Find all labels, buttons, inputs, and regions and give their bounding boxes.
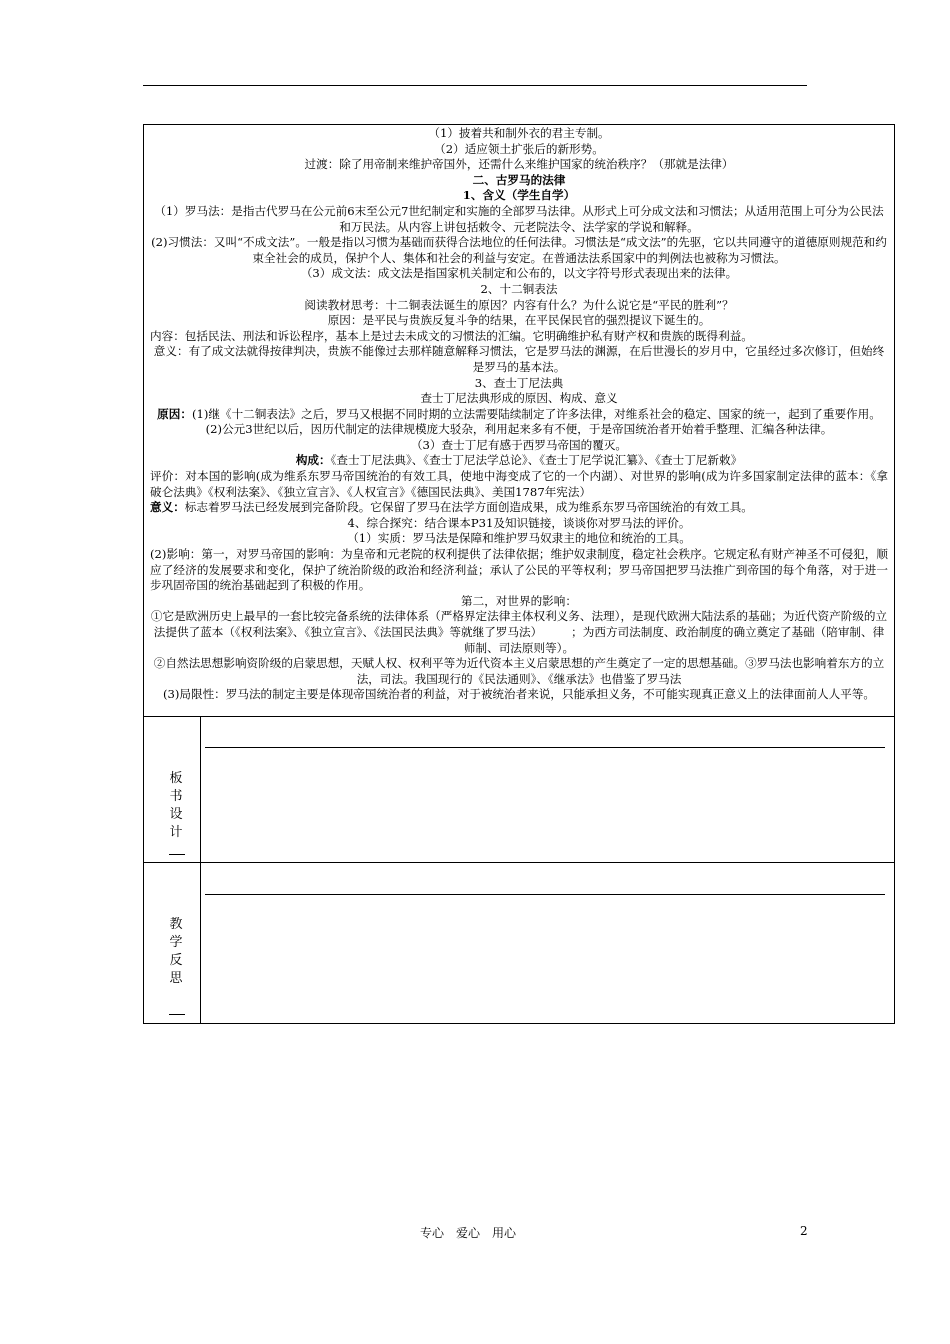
content-line — [150, 173, 888, 189]
content-line-text: （2）适应领土扩张后的新形势。 — [434, 141, 604, 156]
content-line — [150, 656, 888, 687]
content-line — [150, 453, 888, 469]
content-line-text: (2)习惯法：又叫“不成文法”。一般是指以习惯为基础而获得合法地位的任何法律。习惯法是“成文法”的先驱，它以共同遵守的道德原则规范和约束全社会的成员，保护个人、集体和社会的利益与安定。在普通法法系国家中的判例法也被称为习惯法。 — [151, 235, 887, 265]
content-line — [150, 126, 888, 142]
header-rule — [143, 85, 807, 86]
content-line — [150, 188, 888, 204]
vertical-label-char: 反 — [169, 953, 183, 968]
vertical-label-char: 教 — [169, 917, 183, 932]
content-line-text: 第二，对世界的影响： — [461, 593, 577, 608]
content-line-text: 评价：对本国的影响(成为维系东罗马帝国统治的有效工具，使地中海变成了它的一个内湖）、对世界的影响(成为许多国家制定法律的蓝本：《拿破仑法典》《权利法案》、《独立宣言》、《人权宣言》《德国民法典》、美国1787年宪法） — [150, 469, 888, 499]
content-line-label: 意义： — [150, 500, 185, 515]
content-line — [150, 282, 888, 298]
content-line-text: 2、十二铜表法 — [480, 281, 558, 296]
teaching-reflection-dash — [169, 1014, 185, 1015]
content-line-text: 二、古罗马的法律 — [472, 172, 566, 187]
content-line — [150, 376, 888, 392]
content-line-text: 查士丁尼法典形成的原因、构成、意义 — [420, 391, 618, 406]
content-line — [150, 422, 888, 438]
content-line-text: 原因：是平民与贵族反复斗争的结果，在平民保民官的强烈提议下诞生的。 — [327, 313, 711, 328]
content-line — [150, 407, 888, 423]
label-column-border — [200, 717, 201, 1024]
vertical-label-char: 计 — [169, 825, 183, 840]
content-line-text: (2)公元3世纪以后，因历代制定的法律规模庞大驳杂，利用起来多有不便，于是帝国统治者开始着手整理、汇编各种法律。 — [205, 422, 833, 437]
content-line — [150, 469, 888, 500]
content-line-text: 《查士丁尼法典》、《查士丁尼法学总论》、《查士丁尼学说汇纂》、《查士丁尼新敕》 — [330, 453, 743, 468]
content-line-text: （1）实质：罗马法是保障和维护罗马奴隶主的地位和统治的工具。 — [347, 531, 691, 546]
content-line — [150, 438, 888, 454]
content-line-text: ①它是欧洲历史上最早的一套比较完备系统的法律体系（严格界定法律主体权利义务、法理），是现代欧洲大陆法系的基础；为近代资产阶级的立法提供了蓝本（《权利法案》、《独立宣言》、《法国民法典》等就继了罗马法） ；为西方司法制度、政治制度的确立奠定了基础（陪审制、律师制、司法原则等）。 — [150, 609, 888, 655]
reflection-writing-line — [205, 894, 885, 895]
content-line-text: 1、含义（学生自学） — [462, 188, 576, 203]
page-number: 2 — [800, 1224, 808, 1238]
content-line-text: 阅读教材思考：十二铜表法诞生的原因？内容有什么？为什么说它是“平民的胜利”？ — [304, 297, 734, 312]
content-line — [150, 531, 888, 547]
content-row-bottom-border — [143, 716, 895, 717]
vertical-label-char: 思 — [169, 971, 183, 986]
content-line-text: (2)影响：第一，对罗马帝国的影响：为皇帝和元老院的权利提供了法律依据；维护奴隶制度，稳定社会秩序。它规定私有财产神圣不可侵犯，顺应了经济的发展要求和变化，保护了统治阶级的政治和经济利益；承认了公民的平等权利；罗马帝国把罗马法推广到帝国的每个角落，对于进一步巩固帝国的统治基础起到了积极的作用。 — [150, 547, 888, 593]
content-line — [150, 235, 888, 266]
content-line-label: 构成： — [295, 453, 331, 468]
content-line — [150, 391, 888, 407]
content-line — [150, 687, 888, 703]
content-line-text: ②自然法思想影响资阶级的启蒙思想，天赋人权、权利平等为近代资本主义启蒙思想的产生奠定了一定的思想基础。③罗马法也影响着东方的立法，司法。我国现行的《民法通则》、《继承法》也借鉴了罗马法 — [153, 656, 885, 686]
content-line — [150, 266, 888, 282]
row-separator — [143, 862, 895, 863]
board-design-label — [160, 770, 192, 842]
vertical-label-char: 学 — [169, 935, 183, 950]
content-line — [150, 594, 888, 610]
content-line — [150, 204, 888, 235]
lesson-content — [150, 126, 888, 703]
content-line — [150, 516, 888, 532]
content-line-text: （1）罗马法：是指古代罗马在公元前6末至公元7世纪制定和实施的全部罗马法律。从形式上可分成文法和习惯法；从适用范围上可分为公民法和万民法。从内容上讲包括敕令、元老院法令、法学家的学说和解释。 — [154, 203, 884, 234]
content-line-text: （3）成文法：成文法是指国家机关制定和公布的，以文字符号形式表现出来的法律。 — [300, 266, 738, 281]
content-line — [150, 142, 888, 158]
content-line-text: (3)局限性：罗马法的制定主要是体现帝国统治者的利益，对于被统治者来说，只能承担义务，不可能实现真正意义上的法律面前人人平等。 — [162, 687, 876, 702]
content-line-text: 标志着罗马法已经发展到完备阶段。它保留了罗马在法学方面创造成果，成为维系东罗马帝国统治的有效工具。 — [184, 500, 753, 515]
content-line — [150, 344, 888, 375]
content-line-text: 3、查士丁尼法典 — [474, 375, 564, 390]
content-line-text: 意义：有了成文法就得按律判决，贵族不能像过去那样随意解释习惯法，它是罗马法的渊源，在后世漫长的岁月中，它虽经过多次修订，但始终是罗马的基本法。 — [153, 344, 885, 374]
content-line — [150, 313, 888, 329]
footer-motto: 专心 爱心 用心 — [420, 1226, 517, 1240]
content-line-label: 原因： — [157, 406, 192, 421]
content-line — [150, 547, 888, 594]
content-line — [150, 298, 888, 314]
content-line-text: （1）披着共和制外衣的君主专制。 — [428, 126, 610, 140]
content-line-text: (1)继《十二铜表法》之后，罗马又根据不同时期的立法需要陆续制定了许多法律，对维系社会的稳定、国家的统一，起到了重要作用。 — [191, 406, 881, 421]
content-line — [150, 157, 888, 173]
board-design-dash — [169, 854, 185, 855]
vertical-label-char: 板 — [169, 771, 183, 786]
vertical-label-char: 书 — [169, 789, 183, 804]
content-line-text: （3）查士丁尼有感于西罗马帝国的覆灭。 — [410, 437, 628, 452]
board-design-writing-line — [205, 747, 885, 748]
content-line — [150, 500, 888, 516]
content-line — [150, 329, 888, 345]
content-line — [150, 609, 888, 656]
teaching-reflection-label — [160, 916, 192, 988]
content-line-text: 过渡：除了用帝制来维护帝国外，还需什么来维护国家的统治秩序？（那就是法律） — [304, 157, 734, 172]
vertical-label-char: 设 — [169, 807, 183, 822]
content-line-text: 4、综合探究：结合课本P31及知识链接，谈谈你对罗马法的评价。 — [347, 515, 691, 530]
content-line-text: 内容：包括民法、刑法和诉讼程序，基本上是过去未成文的习惯法的汇编。它明确维护私有财产权和贵族的既得利益。 — [150, 328, 753, 343]
